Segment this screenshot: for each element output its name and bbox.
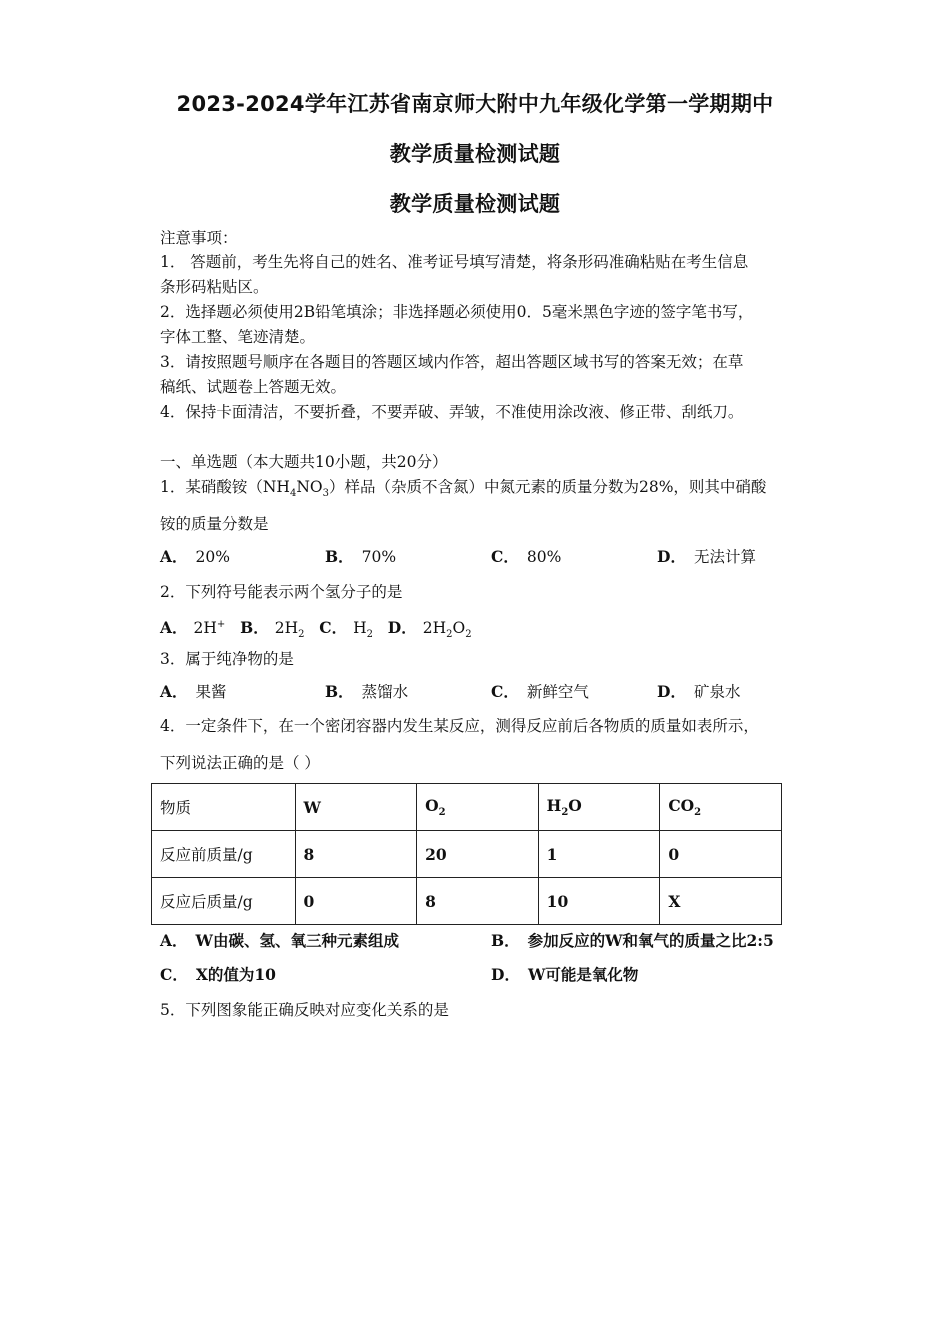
- q1-stem-line2: 铵的质量分数是: [160, 515, 269, 533]
- table-cell: $O_2$: [417, 784, 539, 831]
- notice-item-4: 4．保持卡面清洁，不要折叠，不要弄破、弄皱，不准使用涂改液、修正带、刮纸刀。: [160, 403, 744, 421]
- q4-mass-table: [151, 783, 782, 925]
- table-cell: $H_2O$: [538, 784, 660, 831]
- table-cell: 20: [417, 831, 539, 878]
- notice-item-3b: 稿纸、试题卷上答题无效。: [160, 378, 347, 396]
- table-header-row: [152, 784, 782, 831]
- q5-stem: 5．下列图象能正确反映对应变化关系的是: [160, 1001, 449, 1019]
- q3-option-b[interactable]: B． 蒸馏水: [325, 682, 409, 701]
- q1-option-b[interactable]: B． 70%: [325, 547, 397, 566]
- notice-item-3a: 3．请按照题号顺序在各题目的答题区域内作答，超出答题区域书写的答案无效；在草: [160, 353, 744, 371]
- table-row: [152, 878, 782, 925]
- q2-option-a[interactable]: A． 2H+: [160, 618, 226, 638]
- q4-option-a[interactable]: A． W由碳、氢、氧三种元素组成: [160, 931, 399, 950]
- q2-option-d[interactable]: D． $2H_2O_2$: [387, 618, 472, 641]
- q4-option-d[interactable]: D． W可能是氧化物: [491, 965, 639, 984]
- q1-stem-line1: 1．某硝酸铵$(NH_4NO_3)$样品（杂质不含氮）中氮元素的质量分数为28%，则其中硝酸: [160, 478, 767, 500]
- table-cell: W: [295, 784, 417, 831]
- section-heading: 一、单选题（本大题共10小题，共20分）: [160, 453, 448, 471]
- exam-title-line3: 教学质量检测试题: [389, 192, 561, 216]
- q2-option-b[interactable]: B． $2H_2$: [240, 618, 305, 641]
- q3-option-a[interactable]: A． 果酱: [160, 682, 227, 701]
- q1-option-d[interactable]: D． 无法计算: [657, 547, 756, 566]
- table-cell: $CO_2$: [660, 784, 782, 831]
- table-cell: 反应前质量/g: [152, 831, 296, 878]
- table-cell: 8: [417, 878, 539, 925]
- q4-option-c[interactable]: C． X的值为10: [160, 965, 276, 984]
- table-cell: X: [660, 878, 782, 925]
- exam-title-line1: 2023-2024学年江苏省南京师大附中九年级化学第一学期期中: [176, 92, 774, 116]
- notice-item-2b: 字体工整、笔迹清楚。: [160, 328, 316, 346]
- q2-option-c[interactable]: C． $H_2$: [319, 618, 373, 641]
- notice-item-1a: 1． 答题前，考生先将自己的姓名、准考证号填写清楚，将条形码准确粘贴在考生信息: [160, 253, 749, 271]
- q1-option-a[interactable]: A． 20%: [160, 547, 230, 566]
- q4-stem-line1: 4．一定条件下，在一个密闭容器内发生某反应，测得反应前后各物质的质量如表所示，: [160, 717, 759, 735]
- q2-stem: 2．下列符号能表示两个氢分子的是: [160, 583, 403, 601]
- table-cell: 1: [538, 831, 660, 878]
- table-cell: 0: [660, 831, 782, 878]
- q3-stem: 3．属于纯净物的是: [160, 650, 294, 668]
- notice-item-2a: 2．选择题必须使用2B铅笔填涂；非选择题必须使用0．5毫米黑色字迹的签字笔书写，: [160, 303, 754, 321]
- q4-stem-line2: 下列说法正确的是（ ）: [160, 754, 320, 772]
- table-cell: 物质: [152, 784, 296, 831]
- q3-option-d[interactable]: D． 矿泉水: [657, 682, 741, 701]
- table-row: [152, 831, 782, 878]
- notice-heading: 注意事项：: [160, 229, 238, 247]
- q2-options: [160, 615, 472, 645]
- table-cell: 0: [295, 878, 417, 925]
- table-cell: 8: [295, 831, 417, 878]
- exam-title-line2: 教学质量检测试题: [389, 142, 561, 166]
- q4-option-b[interactable]: B． 参加反应的W和氧气的质量之比2:5: [491, 931, 774, 950]
- q1-option-c[interactable]: C． 80%: [491, 547, 562, 566]
- table-cell: 10: [538, 878, 660, 925]
- q3-option-c[interactable]: C． 新鲜空气: [491, 682, 589, 701]
- table-cell: 反应后质量/g: [152, 878, 296, 925]
- notice-item-1b: 条形码粘贴区。: [160, 278, 269, 296]
